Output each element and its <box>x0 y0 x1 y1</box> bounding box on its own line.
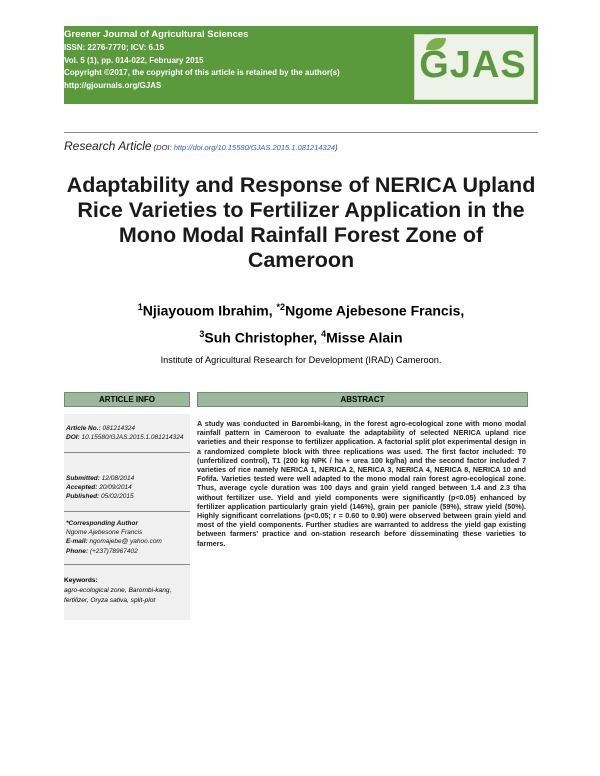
phone-label: Phone: <box>66 547 90 555</box>
doi-prefix: (DOI: <box>151 143 174 152</box>
doi-label: DOI: <box>66 434 82 442</box>
keywords-list: agro-ecological zone, Barombi-kang, fertilizer, Oryza sativa, split-plot <box>64 587 172 604</box>
submitted-label: Submitted: <box>66 475 102 482</box>
journal-copyright: Copyright ©2017, the copyright of this article is retained by the author(s) <box>64 68 340 78</box>
corr-phone: (+237)78967402 <box>89 547 138 555</box>
author-4: Misse Alain <box>326 329 403 346</box>
published-date: 05/02/2015 <box>101 493 134 501</box>
author-affil-3: 3 <box>199 328 205 339</box>
doi-suffix: ) <box>335 143 338 152</box>
article-type-line <box>64 139 338 153</box>
author-list <box>64 296 538 349</box>
corr-heading: *Corresponding Author <box>66 520 138 527</box>
journal-volume: Vol. 5 (1), pp. 014-022, February 2015 <box>64 55 204 65</box>
header-divider <box>64 132 538 133</box>
institution: Institute of Agricultural Research for Development (IRAD) Cameroon. <box>160 355 442 365</box>
article-doi: 10.15580/GJAS.2015.1.081214324 <box>81 434 184 442</box>
corr-name: Ngome Ajebesone Francis <box>66 529 143 537</box>
corresponding-author <box>66 519 190 556</box>
accepted-date: 20/09/2014 <box>99 484 132 492</box>
abstract-heading: ABSTRACT <box>197 392 528 407</box>
journal-header-text <box>64 28 404 92</box>
doi-link[interactable]: http://doi.org/10.15580/GJAS.2015.1.081214324 <box>173 143 336 152</box>
article-type-label: Research Article <box>64 139 152 153</box>
submitted-date: 12/08/2014 <box>101 475 135 482</box>
author-2: Ngome Ajebesone Francis, <box>285 302 465 319</box>
keywords-heading: Keywords: <box>64 577 98 584</box>
logo-text: GJAS <box>419 44 527 86</box>
article-info-heading: ARTICLE INFO <box>64 392 190 407</box>
abstract-text: A study was conducted in Barombi-kang, in the forest agro-ecological zone with mono modal rainfall pattern in Cameroon to evaluate the adaptability of selected NERICA upland rice varieties and their response to fertilizer application. A factorial split plot experimental design in a randomized complete block with three replications was used. The first factor included: T0 (unfertilized control), T1 (200 kg NPK / ha + urea 100 kg/ha) and the second factor included 7 varieties of rice namely NERICA 1, NERICA 2, NERICA 3, NERICA 4, NERICA 8, NERICA 10 and Fofifa. Varieties tested were well adapted to the mono modal rain forest agro-ecological zone. Thus, average cycle duration was 100 days and grain yield ranged between 1.4 and 2.3 t/ha without fertilizer use. Yield and yield components were significantly (p<0.05) enhanced by fertilizer application particularly grain yield (146%), grain per panicle (59%), straw yield (50%). Highly significant correlations (p<0.05; r = 0.60 to 0.90) were observed between grain yield and most of the yield components. Further studies are warranted to address the yield gap existing between farmers' practice and on-station research before disseminating these varieties to farmers. <box>197 419 526 548</box>
corr-email[interactable]: ngomajebe@ yahoo.com <box>89 538 162 546</box>
journal-url[interactable]: http://gjournals.org/GJAS <box>64 80 162 90</box>
journal-issn: ISSN: 2276-7770; ICV: 6.15 <box>64 43 165 52</box>
accepted-label: Accepted: <box>66 484 100 492</box>
email-label: E-mail: <box>66 538 90 546</box>
article-dates <box>66 474 190 502</box>
author-1: Njiayouom Ibrahim, <box>142 302 277 319</box>
info-divider <box>64 564 190 565</box>
author-affil-2: *2 <box>276 302 286 312</box>
keywords-block <box>64 576 190 606</box>
info-divider <box>64 452 190 453</box>
article-numbers <box>66 424 190 442</box>
info-divider <box>64 511 190 512</box>
article-no-label: Article No.: <box>66 425 103 432</box>
paper-title: Adaptability and Response of NERICA Upland Rice Varieties to Fertilizer Application in the Mono Modal Rainfall Forest Zone of Cameroon <box>66 173 536 272</box>
author-affil-4: 4 <box>321 328 327 339</box>
author-affil-1: 1 <box>137 302 143 312</box>
published-label: Published: <box>66 493 102 501</box>
author-3: Suh Christopher, <box>204 329 322 346</box>
journal-name: Greener Journal of Agricultural Sciences <box>64 29 249 40</box>
article-no: 081214324 <box>102 425 136 432</box>
